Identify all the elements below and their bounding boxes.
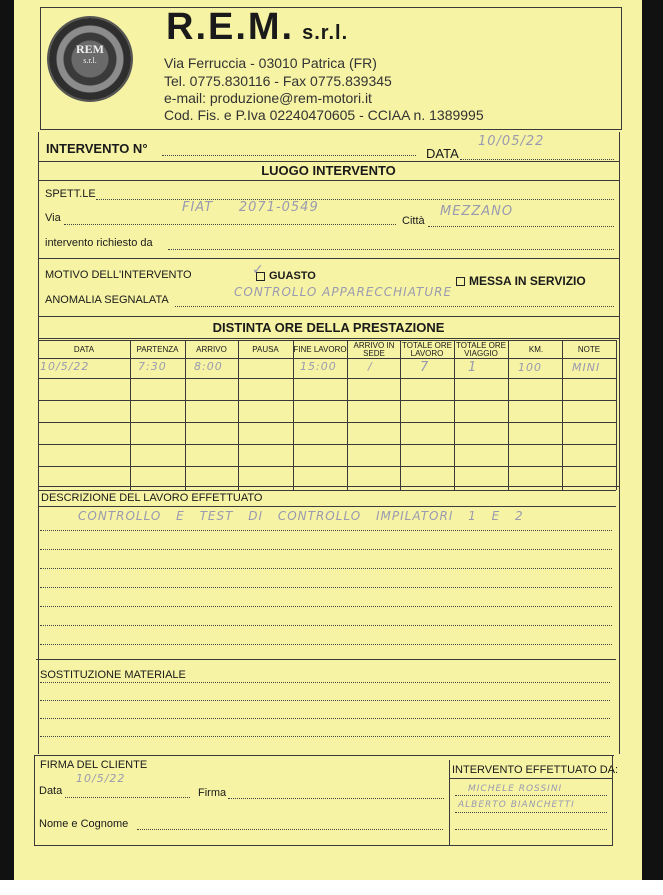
frame-left-top (40, 7, 41, 129)
intervento-label: INTERVENTO N° (46, 141, 148, 156)
table-col-line (454, 340, 455, 490)
citta-value: MEZZANO (440, 204, 514, 219)
effettuato-divider (449, 778, 612, 779)
firma-data-value: 10/5/22 (76, 772, 126, 785)
messa-option[interactable] (456, 274, 586, 288)
nome-line (137, 829, 443, 830)
guasto-option[interactable] (256, 270, 316, 282)
tech-1: MICHELE ROSSINI (468, 784, 563, 794)
col-arrivo-sede-header: ARRIVO IN SEDE (353, 341, 395, 358)
data-label: DATA (426, 146, 459, 161)
row1-fine-lavoro: 15:00 (300, 360, 337, 373)
col-fine-lavoro-header: FINE LAVORO (293, 345, 347, 354)
col-note-header: NOTE (577, 345, 601, 354)
table-col-line (38, 340, 39, 490)
table-col-line (347, 340, 348, 490)
firma-firma-label: Firma (198, 787, 227, 799)
divider-descrizione (38, 486, 619, 487)
descrizione-rule (40, 587, 612, 588)
spett-line (96, 199, 614, 200)
descrizione-rule (40, 644, 612, 645)
descrizione-rule (40, 568, 612, 569)
company-phone: Tel. 0775.830116 - Fax 0775.839345 (164, 73, 392, 89)
table-row-line (38, 444, 616, 445)
tech-line-2 (455, 812, 607, 813)
guasto-label: GUASTO (269, 270, 316, 282)
col-km-header: KM. (528, 345, 544, 354)
table-col-line (400, 340, 401, 490)
citta-label: Città (402, 215, 425, 227)
messa-label: MESSA IN SERVIZIO (469, 274, 586, 288)
descrizione-rule (40, 549, 612, 550)
col-partenza-header: PARTENZA (136, 345, 179, 354)
row1-km: 100 (518, 361, 542, 374)
frame-top (40, 7, 622, 8)
row1-tot-viaggio: 1 (468, 360, 478, 375)
logo-text: REM (76, 42, 104, 56)
row1-arrivo: 8:00 (194, 360, 223, 373)
table-row-line (38, 358, 616, 359)
firma-left (34, 755, 35, 845)
sostituzione-rule (40, 700, 610, 701)
company-logo (49, 18, 131, 100)
table-row-line (38, 490, 616, 491)
firma-split (449, 760, 450, 845)
via-line (64, 224, 396, 225)
row1-data: 10/5/22 (40, 360, 90, 373)
via-value: FIAT 2071-0549 (182, 200, 319, 215)
citta-line (428, 226, 614, 227)
firma-data-line (65, 797, 190, 798)
company-suffix: s.r.l. (302, 22, 349, 44)
table-col-line (185, 340, 186, 490)
frame-bottom (34, 845, 613, 846)
table-row-line (38, 400, 616, 401)
descrizione-top (38, 506, 616, 507)
table-col-line (238, 340, 239, 490)
divider-motivo (38, 258, 619, 259)
sostituzione-label: SOSTITUZIONE MATERIALE (40, 669, 186, 681)
spett-label: SPETT.LE (45, 188, 96, 200)
intervento-line (162, 155, 416, 156)
divider-firma (34, 755, 614, 756)
table-col-line (508, 340, 509, 490)
distinta-table (38, 340, 616, 490)
company-name-main: R.E.M. (166, 6, 295, 48)
row1-tot-lavoro: 7 (420, 360, 430, 375)
distinta-title: DISTINTA ORE DELLA PRESTAZIONE (212, 320, 445, 335)
firma-data-label: Data (39, 785, 63, 797)
sostituzione-rule (40, 736, 610, 737)
logo-sub: s.r.l. (83, 56, 97, 65)
table-row-line (38, 378, 616, 379)
motivo-label: MOTIVO DELL'INTERVENTO (45, 269, 192, 281)
table-row-line (38, 340, 616, 341)
nome-label: Nome e Cognome (39, 818, 129, 830)
sostituzione-rule (40, 682, 610, 683)
tech-line-1 (455, 795, 607, 796)
table-row-line (38, 466, 616, 467)
via-label: Via (45, 212, 61, 224)
messa-checkbox[interactable] (456, 277, 465, 286)
firma-label: FIRMA DEL CLIENTE (40, 759, 148, 771)
row1-note: MINI (572, 361, 601, 374)
col-pausa-header: PAUSA (252, 345, 279, 354)
company-tax: Cod. Fis. e P.Iva 02240470605 - CCIAA n. 1389995 (164, 107, 484, 123)
divider-sostituzione (36, 659, 616, 660)
company-email: e-mail: produzione@rem-motori.it (164, 90, 372, 106)
firma-firma-line (228, 798, 444, 799)
table-row-line (38, 422, 616, 423)
divider-luogo (38, 161, 619, 162)
descrizione-value: CONTROLLO E TEST DI CONTROLLO IMPILATORI 1 E 2 (78, 509, 524, 523)
data-line (460, 159, 614, 160)
guasto-checkmark: ✓ (252, 262, 265, 278)
descrizione-rule (40, 625, 612, 626)
col-tot-viaggio-header: TOTALE ORE VIAGGIO (456, 341, 506, 358)
divider-luogo-title (38, 180, 619, 181)
table-col-line (562, 340, 563, 490)
data-value: 10/05/22 (478, 134, 545, 149)
divider-distinta (38, 316, 619, 317)
row1-arrivo-sede: / (368, 360, 373, 373)
anomalia-value: CONTROLLO APPARECCHIATURE (234, 285, 453, 299)
descrizione-label: DESCRIZIONE DEL LAVORO EFFETTUATO (41, 492, 263, 504)
company-address: Via Ferruccia - 03010 Patrica (FR) (164, 55, 377, 71)
effettuato-label: INTERVENTO EFFETTUATO DA: (452, 764, 619, 776)
divider-distinta-title (38, 338, 619, 339)
col-tot-lavoro-header: TOTALE ORE LAVORO (402, 341, 452, 358)
frame-right (619, 132, 620, 754)
descrizione-rule (40, 530, 612, 531)
col-arrivo-header: ARRIVO (196, 345, 227, 354)
richiesto-label: intervento richiesto da (45, 237, 153, 249)
descrizione-rule (40, 606, 612, 607)
anomalia-line (175, 306, 614, 307)
sostituzione-rule (40, 718, 610, 719)
header-divider (40, 129, 622, 130)
col-data-header: DATA (73, 345, 95, 354)
table-col-line (130, 340, 131, 490)
tech-line-3 (455, 829, 607, 830)
frame-right-top (621, 7, 622, 129)
table-col-line (616, 340, 617, 490)
richiesto-line (168, 249, 614, 250)
row1-partenza: 7:30 (138, 360, 167, 373)
table-col-line (293, 340, 294, 490)
luogo-title: LUOGO INTERVENTO (261, 163, 396, 178)
company-name (166, 6, 348, 49)
tech-2: ALBERTO BIANCHETTI (458, 800, 575, 810)
anomalia-label: ANOMALIA SEGNALATA (45, 294, 169, 306)
bottom-margin (0, 880, 663, 895)
